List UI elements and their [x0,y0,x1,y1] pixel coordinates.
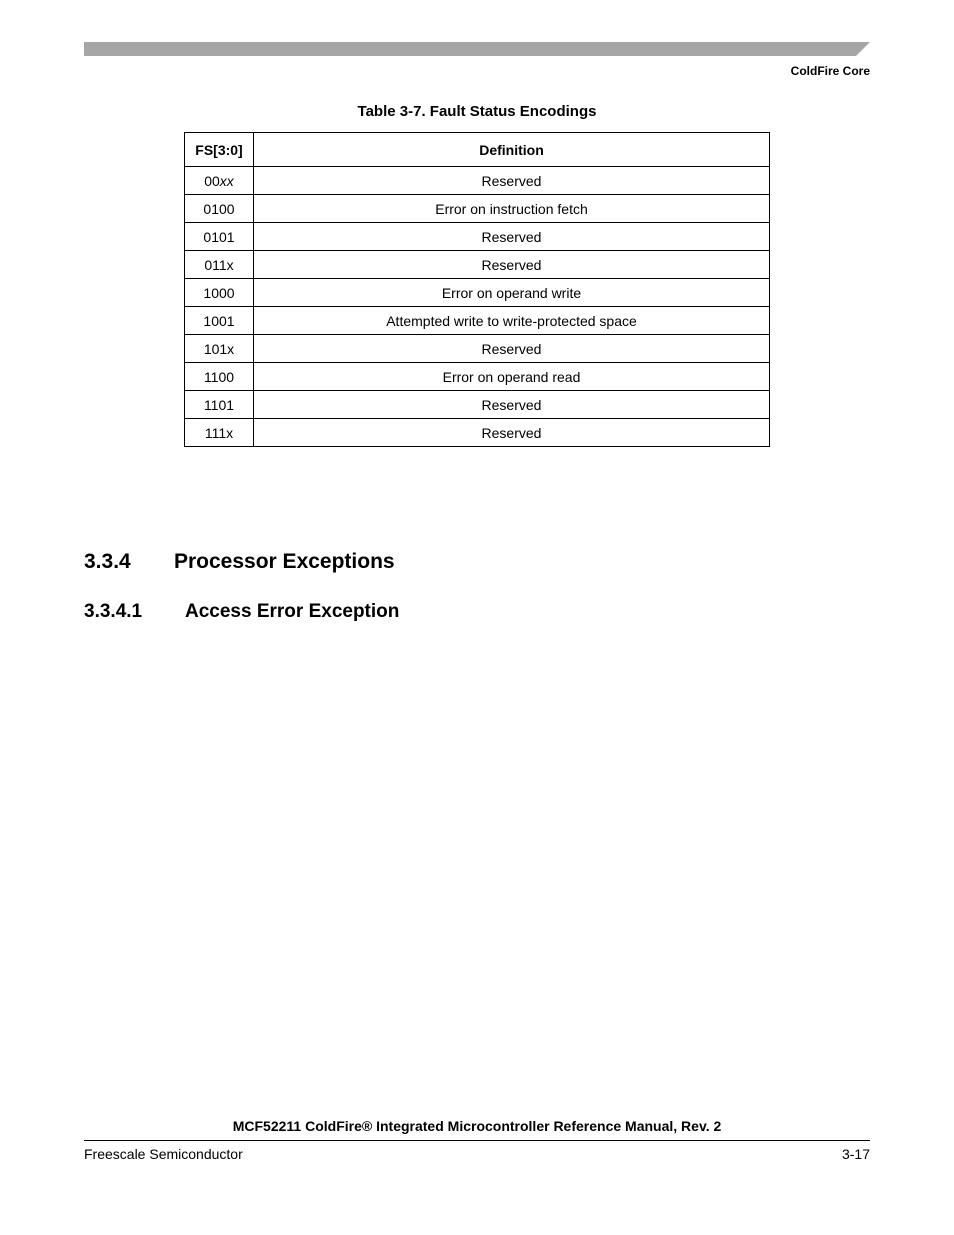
table-header-row [185,133,770,167]
table-row [185,391,770,419]
fs-cell: 0100 [185,195,254,223]
table-row [185,363,770,391]
fs-cell: 1001 [185,307,254,335]
fs-cell: 101x [185,335,254,363]
header-bar [84,42,870,56]
section-title: Processor Exceptions [174,550,395,573]
subsection-number: 3.3.4.1 [84,601,143,622]
fs-cell: 1000 [185,279,254,307]
fs-cell: 011x [185,251,254,279]
subsection-title: Access Error Exception [185,601,400,622]
fs-cell: 1101 [185,391,254,419]
definition-cell: Attempted write to write-protected space [254,307,770,335]
footer-manual-title: MCF52211 ColdFire® Integrated Microcontroller Reference Manual, Rev. 2 [232,1118,722,1134]
running-header-title: ColdFire Core [790,64,870,78]
fs-cell: 111x [185,419,254,447]
footer-page-number: 3-17 [841,1146,870,1162]
table-row [185,167,770,195]
definition-cell: Reserved [254,391,770,419]
table-row [185,279,770,307]
table-row [185,307,770,335]
table-row [185,195,770,223]
column-header-fs: FS[3:0] [185,133,254,167]
definition-cell: Error on operand write [254,279,770,307]
section-number: 3.3.4 [84,550,131,573]
table-row [185,223,770,251]
fault-status-table [184,132,770,447]
definition-cell: Reserved [254,251,770,279]
definition-cell: Reserved [254,167,770,195]
fs-cell: 1100 [185,363,254,391]
footer-divider [84,1140,870,1141]
table-row [185,251,770,279]
definition-cell: Error on instruction fetch [254,195,770,223]
definition-cell: Reserved [254,335,770,363]
definition-cell: Reserved [254,419,770,447]
table-caption: Table 3-7. Fault Status Encodings [357,103,597,120]
fs-cell: 0101 [185,223,254,251]
table-row [185,335,770,363]
definition-cell: Reserved [254,223,770,251]
table-row [185,419,770,447]
section-heading-processor-exceptions [84,550,395,574]
footer-company: Freescale Semiconductor [84,1146,243,1162]
definition-cell: Error on operand read [254,363,770,391]
section-heading-access-error-exception [84,601,399,623]
column-header-definition: Definition [254,133,770,167]
fs-cell: 00xx [185,167,254,195]
